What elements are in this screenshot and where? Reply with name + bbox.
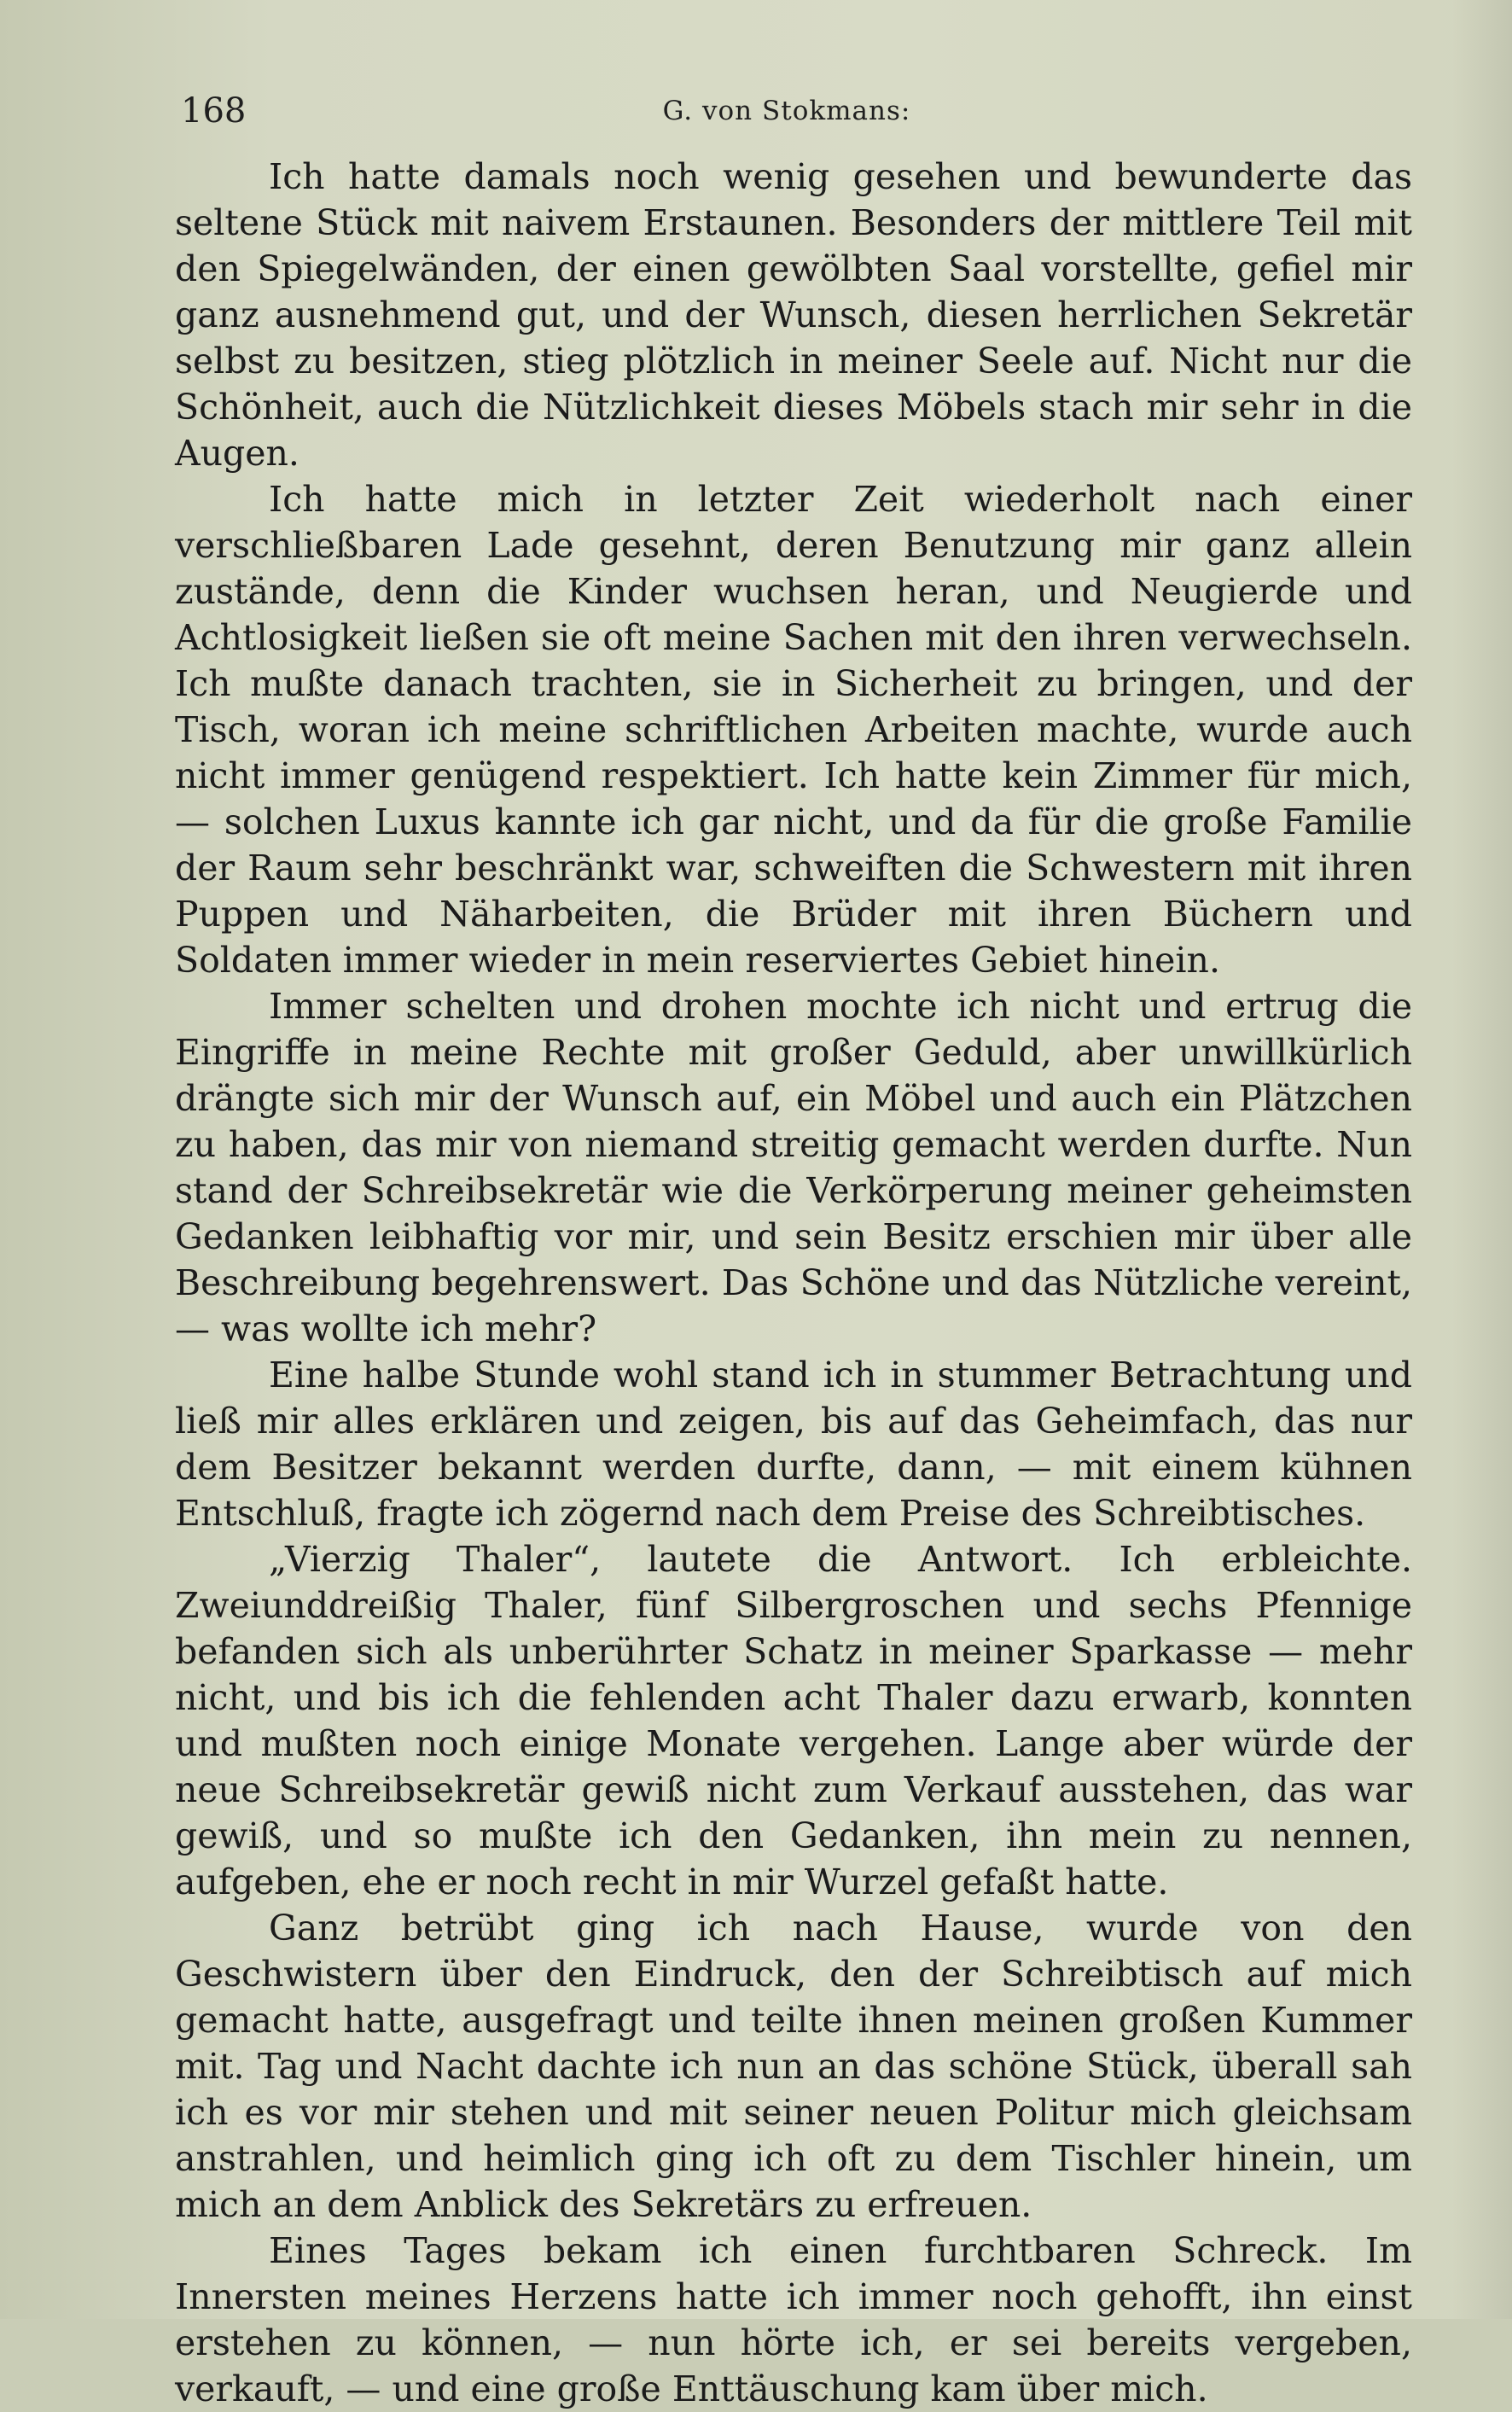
paragraph: Immer schelten und drohen mochte ich nicht und ertrug die Eingriffe in meine Rechte mit großer Geduld, aber unwillkürlich drängte sich mir der Wunsch auf, ein Möbel und auch ein Plätzchen zu haben, das mir von niemand streitig gemacht werden durfte. Nun stand der Schreibsekretär wie die Verkörperung meiner geheimsten Gedanken leibhaftig vor mir, und sein Besitz erschien mir über alle Beschreibung begehrenswert. Das Schöne und das Nützliche vereint, — was wollte ich mehr? [175, 986, 1412, 1349]
paragraph: Ganz betrübt ging ich nach Hause, wurde von den Geschwistern über den Eindruck, den der Schreibtisch auf mich gemacht hatte, ausgefragt und teilte ihnen meinen großen Kummer mit. Tag und Nacht dachte ich nun an das schöne Stück, überall sah ich es vor mir stehen und mit seiner neuen Politur mich gleichsam anstrahlen, und heimlich ging ich oft zu dem Tischler hinein, um mich an dem Anblick des Sekretärs zu erfreuen. [175, 1908, 1412, 2225]
paragraph: Eines Tages bekam ich einen furchtbaren Schreck. Im Innersten meines Herzens hatte ich immer noch gehofft, ihn einst erstehen zu können, — nun hörte ich, er sei bereits vergeben, verkauft, — und eine große Enttäuschung kam über mich. [175, 2230, 1412, 2409]
running-title: G. von Stokmans: [662, 96, 911, 126]
paragraph: Ich hatte damals noch wenig gesehen und bewunderte das seltene Stück mit naivem Erstaunen. Besonders der mittlere Teil mit den Spiegelwänden, der einen gewölbten Saal vorstellte, gefiel mir ganz ausnehmend gut, und der Wunsch, diesen herrlichen Sekretär selbst zu besitzen, stieg plötzlich in meiner Seele auf. Nicht nur die Schönheit, auch die Nützlichkeit dieses Möbels stach mir sehr in die Augen. [175, 156, 1412, 474]
paragraph: Ich hatte mich in letzter Zeit wiederholt nach einer verschließbaren Lade gesehnt, deren Benutzung mir ganz allein zustände, denn die Kinder wuchsen heran, und Neugierde und Achtlosigkeit ließen sie oft meine Sachen mit den ihren verwechseln. Ich mußte danach trachten, sie in Sicherheit zu bringen, und der Tisch, woran ich meine schriftlichen Arbeiten machte, wurde auch nicht immer genügend respektiert. Ich hatte kein Zimmer für mich, — solchen Luxus kannte ich gar nicht, und da für die große Familie der Raum sehr beschränkt war, schweiften die Schwestern mit ihren Puppen und Näharbeiten, die Brüder mit ihren Büchern und Soldaten immer wieder in mein reserviertes Gebiet hinein. [175, 479, 1412, 981]
page-edge-shadow [1452, 0, 1512, 2319]
paragraph: „Vierzig Thaler“, lautete die Antwort. Ich erbleichte. Zweiunddreißig Thaler, fünf Silbergroschen und sechs Pfennige befanden sich als unberührter Schatz in meiner Sparkasse — mehr nicht, und bis ich die fehlenden acht Thaler dazu erwarb, konnten und mußten noch einige Monate vergehen. Lange aber würde der neue Schreibsekretär gewiß nicht zum Verkauf ausstehen, das war gewiß, und so mußte ich den Gedanken, ihn mein zu nennen, aufgeben, ehe er noch recht in mir Wurzel gefaßt hatte. [175, 1539, 1412, 1902]
page-header [181, 85, 1393, 145]
paragraph: Eine halbe Stunde wohl stand ich in stummer Betrachtung und ließ mir alles erklären und zeigen, bis auf das Geheimfach, das nur dem Besitzer bekannt werden durfte, dann, — mit einem kühnen Entschluß, fragte ich zögernd nach dem Preise des Schreibtisches. [175, 1355, 1412, 1534]
page-number: 168 [181, 91, 247, 131]
body-text [175, 154, 1412, 2412]
